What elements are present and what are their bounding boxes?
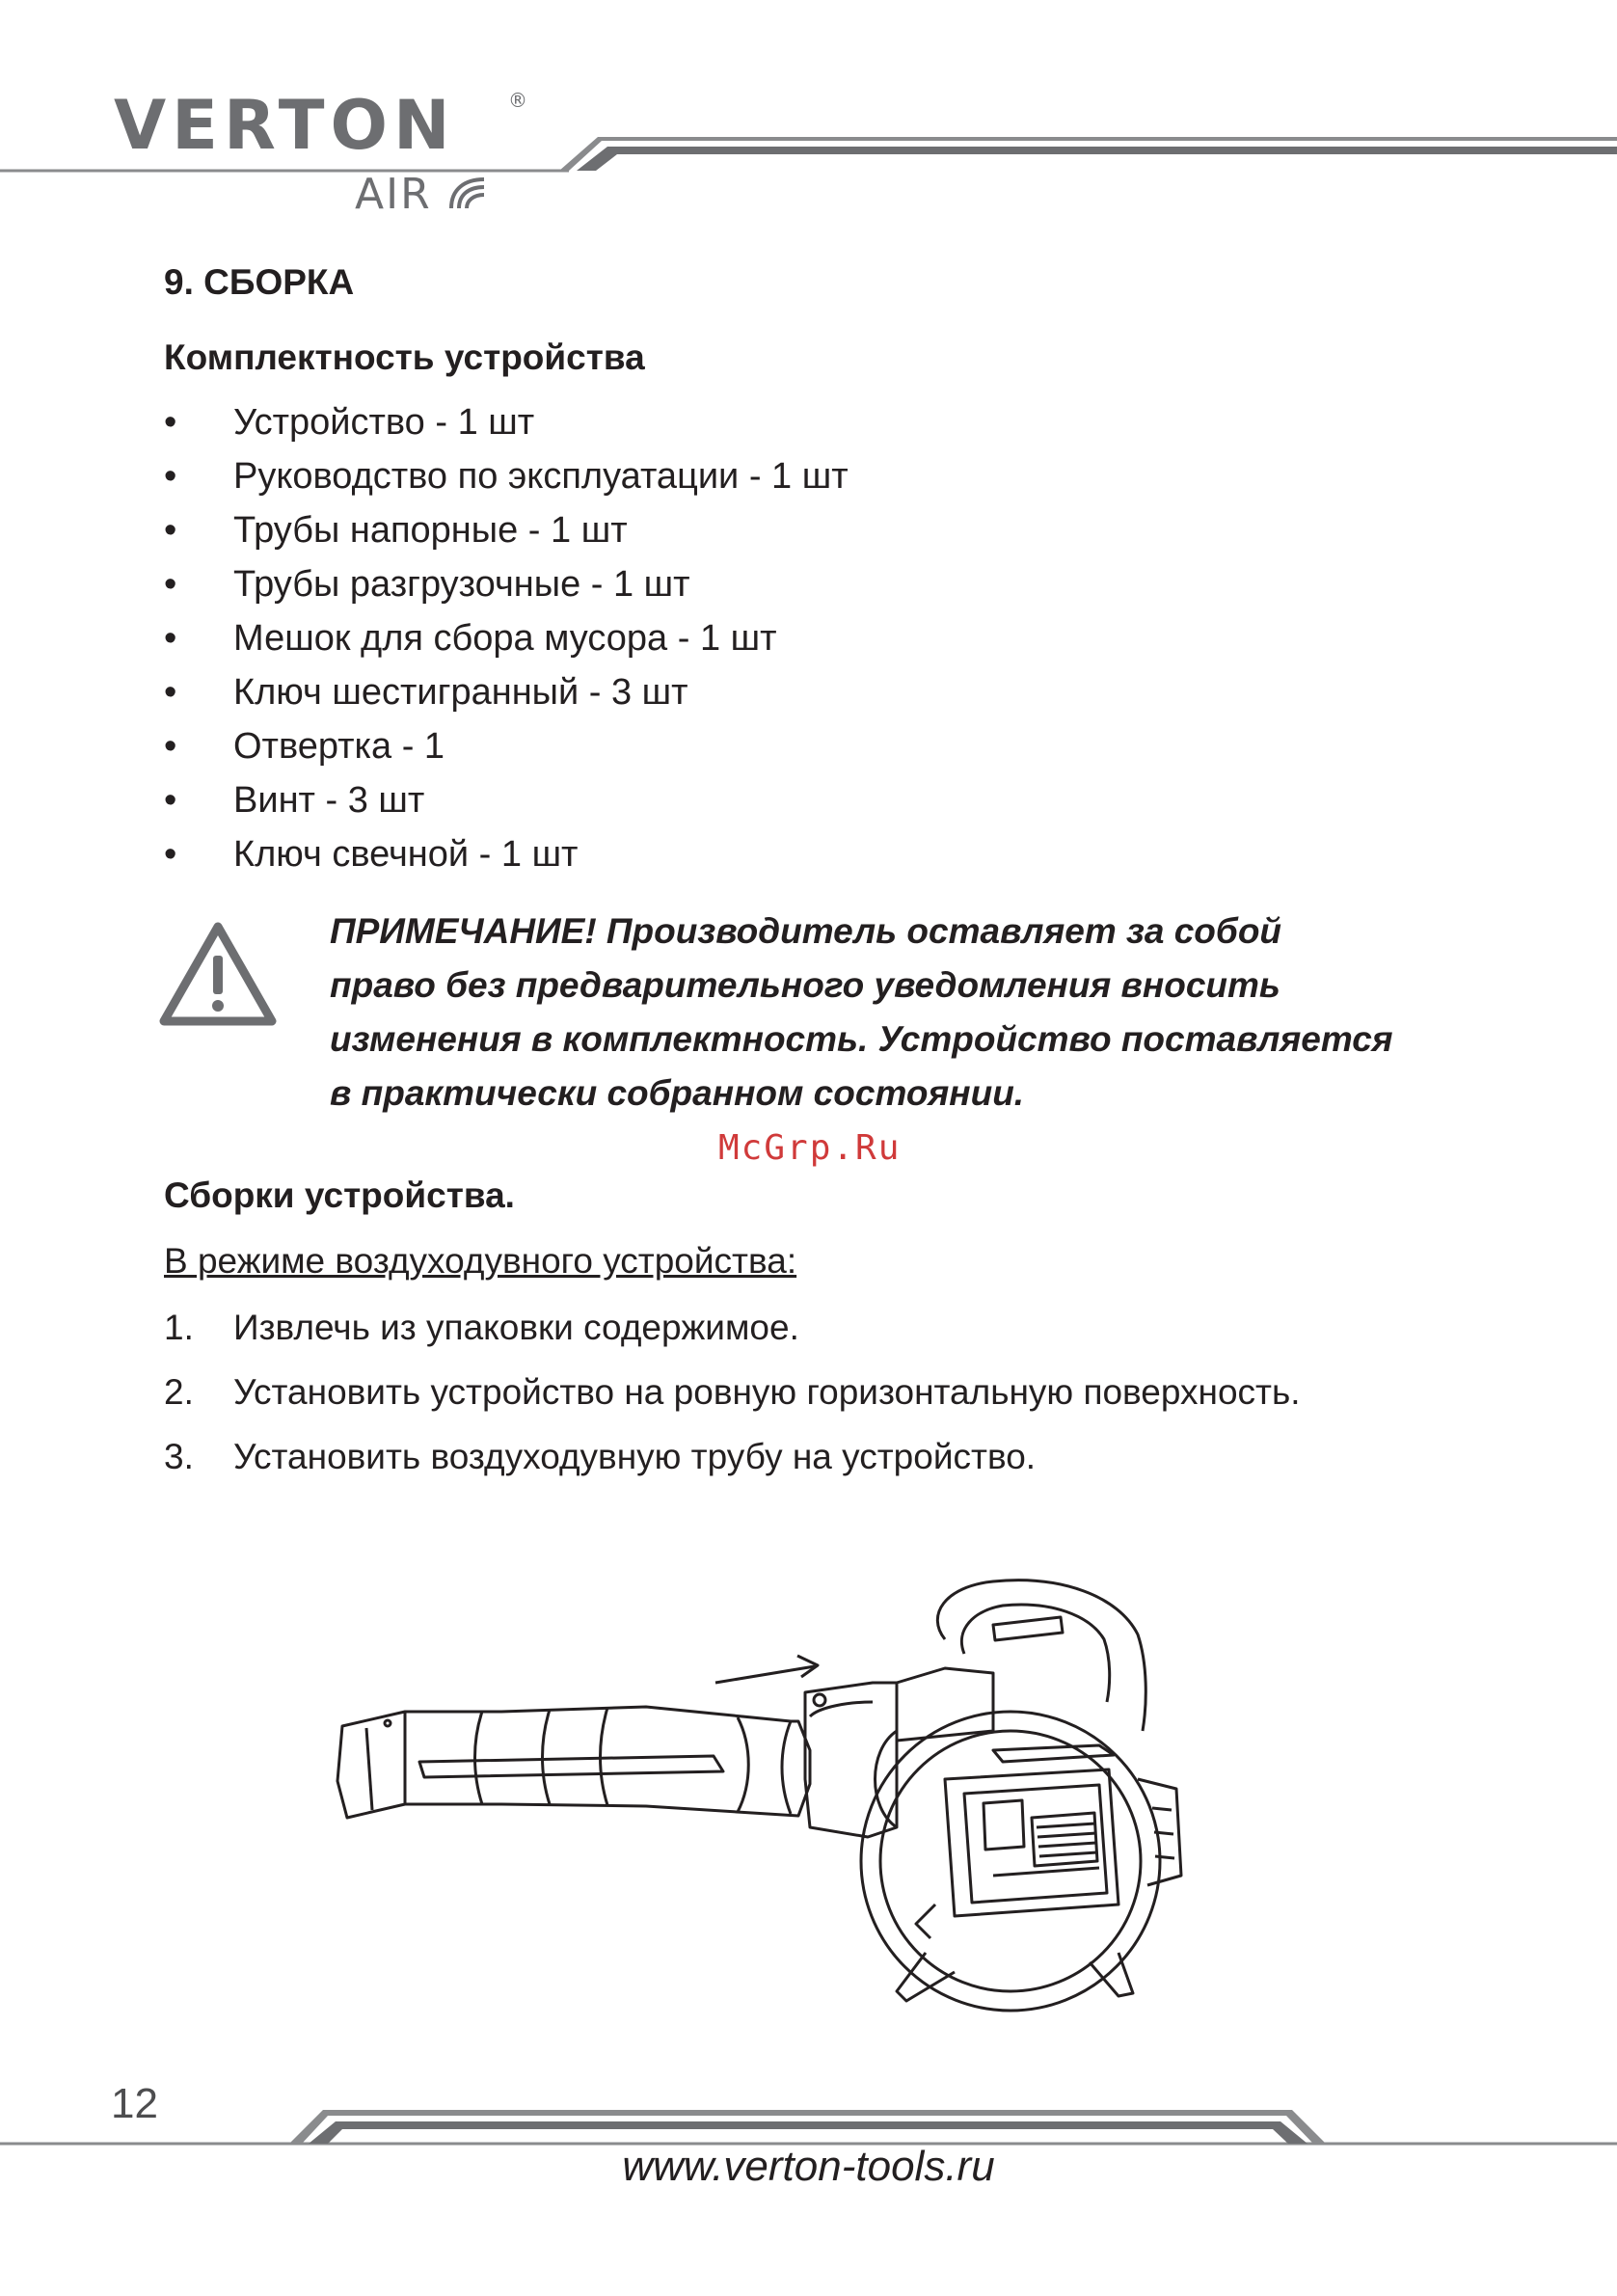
watermark: McGrp.Ru: [718, 1128, 902, 1168]
list-item: • Мешок для сбора мусора - 1 шт: [164, 618, 777, 659]
list-item: • Руководство по эксплуатации - 1 шт: [164, 456, 849, 497]
website-link[interactable]: www.verton-tools.ru: [622, 2143, 995, 2190]
product-line-text: AIR: [355, 170, 432, 219]
blower-assembly-illustration: [328, 1557, 1215, 2030]
list-item: • Винт - 3 шт: [164, 780, 425, 821]
brand-logo: VERTON: [114, 86, 456, 165]
section-title: 9. СБОРКА: [164, 262, 355, 302]
kit-title: Комплектность устройства: [164, 338, 645, 377]
list-item: 3. Установить воздуходувную трубу на устройство.: [164, 1437, 1037, 1476]
blower-tube-drawing: [337, 1707, 810, 1818]
air-swirl-icon: [447, 176, 486, 210]
page-number: 12: [111, 2080, 158, 2127]
list-item: • Ключ свечной - 1 шт: [164, 834, 579, 875]
list-item: 1. Извлечь из упаковки содержимое.: [164, 1308, 799, 1347]
kit-list: [164, 397, 849, 883]
warning-triangle-icon: [158, 921, 278, 1029]
list-item: • Трубы разгрузочные - 1 шт: [164, 564, 690, 605]
registered-mark: ®: [508, 89, 527, 112]
list-item: • Устройство - 1 шт: [164, 402, 535, 443]
list-item: • Трубы напорные - 1 шт: [164, 510, 628, 551]
blower-body-drawing: [805, 1580, 1181, 2011]
note-text: ПРИМЕЧАНИЕ! Производитель оставляет за собой право без предварительного уведомления вносить изменения в комплектность. Устройство поставляется в практически собранном состоянии.: [330, 911, 1393, 1113]
mode-subtitle: В режиме воздуходувного устройства:: [164, 1241, 797, 1281]
assembly-title: Сборки устройства.: [164, 1175, 515, 1215]
insert-arrow-icon: [715, 1656, 818, 1683]
list-item: • Ключ шестигранный - 3 шт: [164, 672, 688, 713]
list-item: • Отвертка - 1: [164, 726, 445, 767]
list-item: 2. Установить устройство на ровную горизонтальную поверхность.: [164, 1372, 1301, 1412]
assembly-steps: [164, 1304, 1301, 1498]
product-line-label: [355, 170, 486, 219]
